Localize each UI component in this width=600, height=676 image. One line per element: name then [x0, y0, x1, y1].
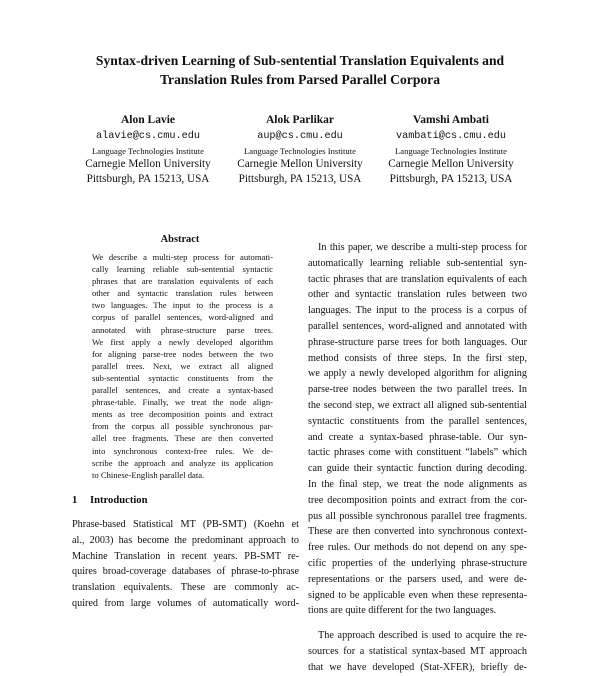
text-line: tactic phrases come with constituent “labels” which — [308, 447, 527, 459]
text-line: sub-sentential syntactic constituents from the — [92, 372, 273, 383]
text-line: languages. The input to the process is a corpus of — [308, 305, 527, 317]
section-heading — [72, 494, 272, 508]
author-university: Carnegie Mellon University — [237, 158, 363, 170]
text-line: other and syntactic translation rules between two — [308, 289, 527, 301]
text-line: two languages. The input to the process is a — [92, 300, 273, 311]
text-line: parallel sentences, and create a syntax-based — [92, 385, 273, 396]
section-title: Introduction — [90, 495, 148, 506]
text-line: allel tree fragments. These are then converted — [92, 433, 273, 444]
section-number: 1 — [72, 495, 78, 506]
text-line: that we have developed (Stat-XFER), briefly de- — [308, 661, 527, 673]
text-line: cific properties of the underlying phrase-structure — [308, 557, 527, 569]
text-line: sources for a statistical syntax-based MT approach — [308, 645, 527, 657]
text-line: the second step, we extract all aligned sub-sentential — [308, 399, 527, 411]
author-address: Pittsburgh, PA 15213, USA — [86, 173, 210, 185]
text-line: we apply a newly developed algorithm for aligning — [308, 368, 527, 380]
text-line: into synchronous context-free rules. We de- — [92, 445, 273, 456]
text-line: for aligning parse-tree nodes between the two — [92, 348, 273, 359]
paper-title — [60, 51, 540, 89]
title-line: Translation Rules from Parsed Parallel Corpora — [159, 72, 441, 87]
text-line: can guide their syntactic function during decoding. — [308, 463, 527, 475]
text-line: cally learning reliable sub-sentential syntactic — [92, 264, 273, 275]
text-line: We describe a multi-step process for automati- — [92, 252, 273, 262]
abstract-text — [92, 251, 273, 481]
text-line: al., 2003) has become the predominant approach to — [72, 534, 299, 546]
author-block — [63, 113, 233, 187]
text-line: phrase-table. Finally, we treat the node align- — [92, 397, 273, 408]
text-line: to Chinese-English parallel data. — [92, 469, 205, 480]
text-line: free rules. Our methods do not depend on any spe- — [308, 542, 527, 554]
abstract-heading: Abstract — [160, 234, 200, 245]
text-line: representations or the parsers used, and were de- — [308, 573, 527, 585]
text-line: quires broad-coverage databases of phrase-to-phrase — [72, 566, 299, 578]
text-line: phrases that are translation equivalents of each — [92, 276, 273, 287]
text-line: annotated with phrase-structure parse trees. — [92, 324, 273, 335]
author-block — [366, 113, 536, 187]
author-block — [215, 113, 385, 187]
text-line: Phrase-based Statistical MT (PB-SMT) (Koehn et — [72, 519, 299, 530]
author-institute: Language Technologies Institute — [395, 146, 507, 156]
author-email[interactable]: aup@cs.cmu.edu — [257, 131, 343, 142]
author-email[interactable]: alavie@cs.cmu.edu — [96, 131, 200, 142]
title-line: Syntax-driven Learning of Sub-sentential Translation Equivalents and — [95, 53, 505, 68]
paragraph-gap — [308, 619, 527, 628]
author-university: Carnegie Mellon University — [85, 158, 211, 170]
text-line: corpus of parallel sentences, word-aligned and — [92, 312, 273, 323]
text-line: method consists of three steps. In the first step, — [308, 352, 527, 364]
author-name: Alok Parlikar — [265, 114, 335, 126]
text-line: tactic phrases that are translation equivalents of each — [308, 273, 527, 285]
text-line: The approach described is used to acquire the re- — [318, 630, 527, 642]
text-line: pus all possible synchronous parallel tree fragments. — [308, 510, 527, 522]
text-line: parallel sentences, word-aligned and annotated with — [308, 320, 527, 332]
text-line: automatically learning reliable sub-sentential syn- — [308, 257, 527, 269]
text-line: tree decomposition points and extract from the cor- — [308, 494, 527, 506]
author-institute: Language Technologies Institute — [244, 146, 356, 156]
text-line: ments as tree decomposition points and extract — [92, 409, 273, 420]
text-line: syntactic constituents from the parallel sentences, — [308, 415, 527, 427]
right-column-text — [308, 240, 527, 676]
text-line: from the corpus all possible synchronous par- — [92, 421, 273, 432]
author-name: Alon Lavie — [121, 114, 175, 126]
text-line: parallel trees. Next, we extract all aligned — [92, 360, 273, 371]
text-line: parse-tree nodes between the two parallel trees. In — [308, 384, 527, 396]
author-address: Pittsburgh, PA 15213, USA — [389, 173, 513, 185]
text-line: tions are quite different for the two languages. — [308, 605, 497, 617]
text-line: Machine Translation in recent years. PB-SMT re- — [72, 550, 299, 562]
author-university: Carnegie Mellon University — [388, 158, 514, 170]
author-institute: Language Technologies Institute — [92, 146, 204, 156]
text-line: phrase-structure parse trees for both languages. Our — [308, 336, 527, 348]
text-line: In the final step, we treat the node alignments as — [308, 478, 527, 490]
text-line: scribe the approach and analyze its application — [92, 457, 273, 468]
text-line: These are then converted into synchronous context- — [308, 526, 527, 538]
text-line: translation equivalents. These are commonly ac- — [72, 582, 299, 594]
author-email[interactable]: vambati@cs.cmu.edu — [395, 131, 507, 142]
author-name: Vamshi Ambati — [413, 114, 489, 126]
text-line: quired from large volumes of automatically word- — [72, 597, 299, 609]
text-line: and create a syntax-based phrase-table. Our syn- — [308, 431, 527, 443]
introduction-text — [72, 517, 299, 612]
author-address: Pittsburgh, PA 15213, USA — [238, 173, 362, 185]
text-line: In this paper, we describe a multi-step process for — [318, 242, 527, 253]
text-line: other and syntactic translation rules between — [92, 288, 273, 299]
text-line: signed to be applicable even when these representa- — [308, 589, 527, 601]
text-line: We first apply a newly developed algorithm — [92, 336, 273, 347]
